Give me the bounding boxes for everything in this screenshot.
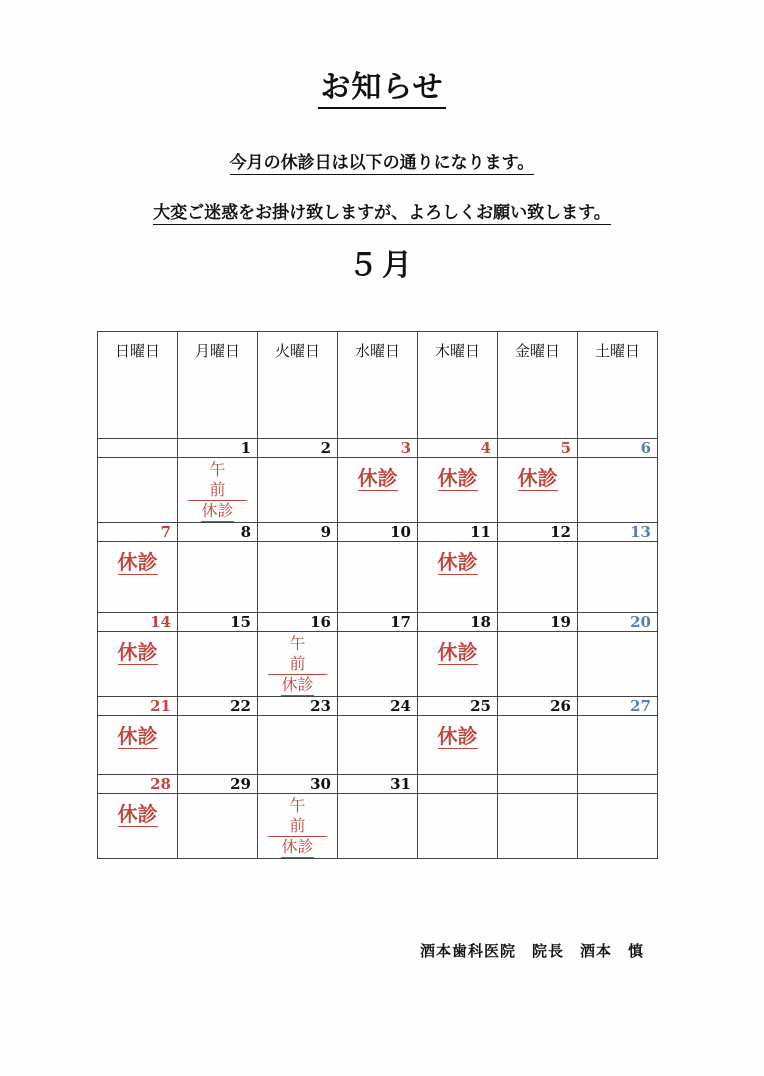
status-cell	[578, 458, 658, 523]
date-cell: 18	[418, 613, 498, 632]
date-cell: 17	[338, 613, 418, 632]
date-cell: 13	[578, 523, 658, 542]
status-cell	[178, 458, 278, 523]
status-cell	[338, 632, 418, 697]
status-cell	[338, 458, 418, 523]
status-cell	[418, 632, 498, 697]
date-cell: 2	[258, 439, 338, 458]
closed-mark: 休診	[437, 724, 478, 748]
date-cell: 6	[578, 439, 658, 458]
date-cell: 22	[178, 697, 258, 716]
status-cell	[498, 458, 578, 523]
date-row	[98, 439, 658, 458]
closed-mark: 休診	[437, 640, 478, 664]
status-cell	[338, 716, 418, 775]
date-cell: 26	[498, 697, 578, 716]
morning-closed-mark: 午 前 休診	[258, 634, 337, 696]
closed-mark: 休診	[437, 550, 478, 574]
weekday-header: 月曜日	[178, 332, 258, 439]
status-cell	[178, 794, 258, 859]
date-cell: 8	[178, 523, 258, 542]
date-cell: 28	[98, 775, 178, 794]
date-cell: 27	[578, 697, 658, 716]
status-cell	[338, 794, 418, 859]
status-cell	[98, 458, 178, 523]
weekday-header: 金曜日	[498, 332, 578, 439]
date-cell	[578, 775, 658, 794]
status-cell	[98, 542, 178, 613]
status-cell	[578, 794, 658, 859]
status-cell	[98, 632, 178, 697]
status-cell	[498, 632, 578, 697]
date-cell: 15	[178, 613, 258, 632]
date-row	[98, 523, 658, 542]
calendar-table	[97, 331, 658, 859]
date-cell: 20	[578, 613, 658, 632]
date-cell: 31	[338, 775, 418, 794]
status-cell	[578, 542, 658, 613]
date-row	[98, 613, 658, 632]
month-heading: ５月	[348, 248, 416, 283]
closed-mark: 休診	[117, 724, 158, 748]
date-cell: 30	[258, 775, 338, 794]
weekday-header-row	[98, 332, 658, 439]
morning-closed-mark: 午 前 休診	[178, 460, 257, 522]
date-cell: 12	[498, 523, 578, 542]
date-cell: 1	[178, 439, 258, 458]
status-cell	[578, 716, 658, 775]
status-cell	[418, 458, 498, 523]
date-cell: 21	[98, 697, 178, 716]
date-cell: 19	[498, 613, 578, 632]
weekday-header: 木曜日	[418, 332, 498, 439]
status-row	[98, 542, 658, 613]
weekday-header: 水曜日	[338, 332, 418, 439]
date-cell: 24	[338, 697, 418, 716]
date-cell: 9	[258, 523, 338, 542]
closed-mark: 休診	[117, 802, 158, 826]
status-row	[98, 716, 658, 775]
closed-mark: 休診	[437, 466, 478, 490]
date-cell: 23	[258, 697, 338, 716]
notice-line-2: 大変ご迷惑をお掛け致しますが、よろしくお願い致します。	[153, 203, 611, 223]
morning-closed-mark: 午 前 休診	[258, 796, 337, 858]
date-cell: 10	[338, 523, 418, 542]
status-row	[98, 458, 658, 523]
status-cell	[578, 632, 658, 697]
status-cell	[418, 794, 498, 859]
status-cell	[258, 542, 338, 613]
status-cell	[98, 716, 178, 775]
status-cell	[178, 632, 258, 697]
signature: 酒本歯科医院 院長 酒本 慎	[420, 942, 645, 960]
weekday-header: 土曜日	[578, 332, 658, 439]
date-cell: 7	[98, 523, 178, 542]
weekday-header: 火曜日	[258, 332, 338, 439]
status-cell	[258, 458, 338, 523]
status-row	[98, 632, 658, 697]
closed-mark: 休診	[117, 550, 158, 574]
date-cell: 29	[178, 775, 258, 794]
date-cell: 16	[258, 613, 338, 632]
status-cell	[258, 632, 358, 697]
date-row	[98, 775, 658, 794]
status-row	[98, 794, 658, 859]
status-cell	[98, 794, 178, 859]
notice-line-1: 今月の休診日は以下の通りになります。	[229, 153, 535, 173]
status-cell	[498, 794, 578, 859]
status-cell	[498, 542, 578, 613]
date-cell: 11	[418, 523, 498, 542]
closed-mark: 休診	[357, 466, 398, 490]
status-cell	[418, 716, 498, 775]
date-cell: 3	[338, 439, 418, 458]
status-cell	[498, 716, 578, 775]
status-cell	[178, 542, 258, 613]
closed-mark: 休診	[517, 466, 558, 490]
page-title: お知らせ	[0, 62, 764, 106]
date-cell: 5	[498, 439, 578, 458]
date-cell: 25	[418, 697, 498, 716]
date-cell: 14	[98, 613, 178, 632]
date-cell	[498, 775, 578, 794]
status-cell	[418, 542, 498, 613]
status-cell	[178, 716, 258, 775]
closed-mark: 休診	[117, 640, 158, 664]
status-cell	[258, 794, 358, 859]
date-cell	[418, 775, 498, 794]
weekday-header: 日曜日	[98, 332, 178, 439]
date-cell: 4	[418, 439, 498, 458]
status-cell	[338, 542, 418, 613]
date-cell	[98, 439, 178, 458]
date-row	[98, 697, 658, 716]
status-cell	[258, 716, 338, 775]
